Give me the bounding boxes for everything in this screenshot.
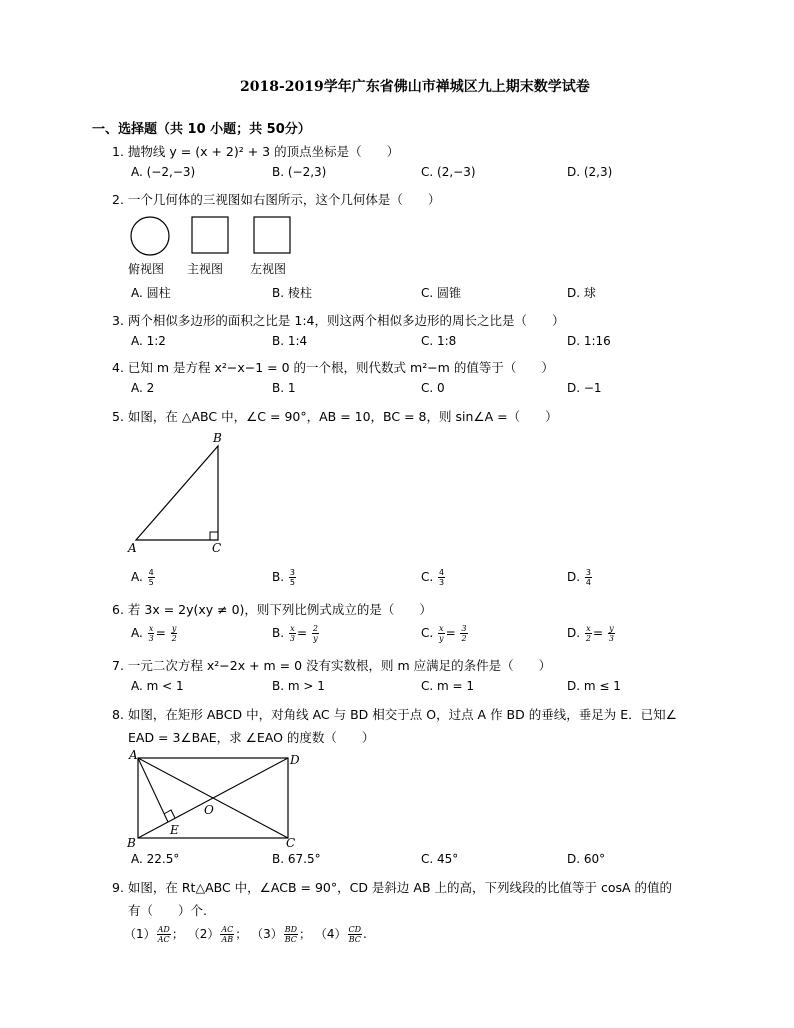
- side-view-square: [254, 217, 290, 253]
- q7-option-a: A. m < 1: [131, 679, 184, 693]
- right-triangle-figure: [126, 428, 236, 554]
- q7-option-b: B. m > 1: [272, 679, 325, 693]
- question-5-text: 5. 如图，在 △ABC 中，∠C = 90°，AB = 10，BC = 8，则 sin∠A =（ ）: [112, 409, 558, 424]
- label-c: C: [212, 541, 222, 554]
- label-c: C: [286, 836, 296, 848]
- right-angle-mark: [210, 532, 218, 540]
- q8-option-b: B. 67.5°: [272, 852, 321, 866]
- front-view-square: [192, 217, 228, 253]
- q3-option-a: A. 1:2: [131, 334, 166, 348]
- q5-option-a: A. $\frac{4}{5}$: [131, 568, 154, 587]
- top-view-circle: [131, 217, 169, 255]
- rectangle-figure: [124, 748, 300, 848]
- label-b: B: [213, 431, 222, 445]
- q5-option-b: B. $\frac{3}{5}$: [272, 568, 295, 587]
- q3-option-b: B. 1:4: [272, 334, 308, 348]
- q2-option-d: D. 球: [567, 286, 596, 300]
- question-6-text: 6. 若 3x = 2y(xy ≠ 0)，则下列比例式成立的是（ ）: [112, 602, 432, 617]
- q2-option-a: A. 圆柱: [131, 286, 171, 300]
- perpendicular-ae: [138, 758, 168, 822]
- q2-option-b: B. 棱柱: [272, 286, 312, 300]
- three-views-figure: [126, 212, 296, 258]
- q7-option-d: D. m ≤ 1: [567, 679, 621, 693]
- q3-option-d: D. 1:16: [567, 334, 611, 348]
- q1-option-b: B. (−2,3): [272, 165, 327, 179]
- label-d: D: [290, 753, 300, 767]
- q6-option-b: B. $\frac{x}{3}$ = $\frac{2}{y}$: [272, 624, 318, 643]
- label-e: E: [170, 823, 179, 837]
- q7-option-c: C. m = 1: [421, 679, 475, 693]
- q6-option-d: D. $\frac{x}{2}$ = $\frac{y}{3}$: [567, 624, 614, 643]
- q1-option-a: A. (−2,−3): [131, 165, 196, 179]
- question-9-line-1: 9. 如图，在 Rt△ABC 中，∠ACB = 90°，CD 是斜边 AB 上的高，下列线段的比值等于 cosA 的值的: [112, 880, 673, 895]
- label-b: B: [127, 836, 136, 848]
- question-2-text: 2. 一个几何体的三视图如右图所示，这个几何体是（ ）: [112, 192, 441, 207]
- label-a: A: [129, 748, 138, 762]
- q4-option-b: B. 1: [272, 381, 296, 395]
- q9-ratio-items: （1） $\frac{AD}{AC}$ ； （2） $\frac{AC}{AB}$ ； （3） $\frac{BD}{BC}$ ； （4） $\frac{CD}{BC}$ .: [124, 925, 367, 944]
- q5-option-d: D. $\frac{3}{4}$: [567, 568, 591, 587]
- question-9-line-2: 有（ ）个.: [128, 903, 207, 918]
- question-8-line-1: 8. 如图，在矩形 ABCD 中，对角线 AC 与 BD 相交于点 O，过点 A 作 BD 的垂线，垂足为 E．已知∠: [112, 707, 677, 722]
- q2-option-c: C. 圆锥: [421, 286, 462, 300]
- question-7-text: 7. 一元二次方程 x²−2x + m = 0 没有实数根，则 m 应满足的条件是（ ）: [112, 658, 552, 673]
- question-1-text: 1. 抛物线 y = (x + 2)² + 3 的顶点坐标是（ ）: [112, 144, 400, 159]
- q6-option-a: A. $\frac{x}{3}$ = $\frac{y}{2}$: [131, 624, 177, 643]
- top-view-label: 俯视图: [128, 262, 165, 276]
- q4-option-c: C. 0: [421, 381, 445, 395]
- label-a: A: [128, 541, 137, 554]
- q8-option-d: D. 60°: [567, 852, 606, 866]
- q8-option-a: A. 22.5°: [131, 852, 180, 866]
- q4-option-a: A. 2: [131, 381, 155, 395]
- front-view-label: 主视图: [187, 262, 224, 276]
- question-4-text: 4. 已知 m 是方程 x²−x−1 = 0 的一个根，则代数式 m²−m 的值等于（ ）: [112, 360, 554, 375]
- q6-option-c: C. $\frac{x}{y}$ = $\frac{3}{2}$: [421, 624, 467, 643]
- q1-option-d: D. (2,3): [567, 165, 613, 179]
- question-8-line-2: EAD = 3∠BAE，求 ∠EAO 的度数（ ）: [128, 730, 375, 745]
- label-o: O: [204, 803, 214, 817]
- side-view-label: 左视图: [250, 262, 287, 276]
- question-3-text: 3. 两个相似多边形的面积之比是 1:4，则这两个相似多边形的周长之比是（ ）: [112, 313, 565, 328]
- q4-option-d: D. −1: [567, 381, 602, 395]
- q1-option-c: C. (2,−3): [421, 165, 476, 179]
- section-heading: 一、选择题（共 10 小题；共 50分）: [92, 122, 311, 137]
- q5-option-c: C. $\frac{4}{3}$: [421, 568, 445, 587]
- q3-option-c: C. 1:8: [421, 334, 457, 348]
- triangle-abc: [136, 446, 218, 540]
- page-title: 2018-2019学年广东省佛山市禅城区九上期末数学试卷: [240, 79, 590, 95]
- q8-option-c: C. 45°: [421, 852, 459, 866]
